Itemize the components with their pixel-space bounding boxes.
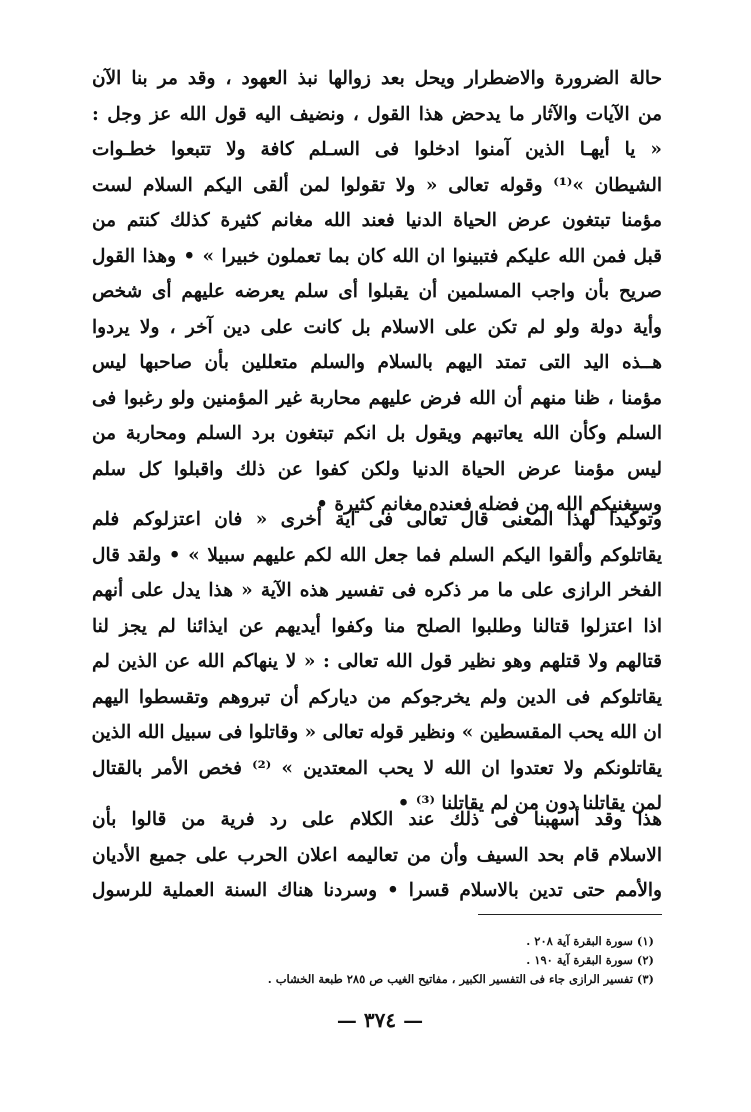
paragraph-line: يقاتلونكم ولا تعتدوا ان الله لا يحب المعتدين » ⁽²⁾ فخص الأمر بالقتال bbox=[92, 757, 662, 779]
paragraph-line: وتوكيدا لهذا المعنى قال تعالى فى آية أخرى « فان اعتزلوكم فلم bbox=[92, 509, 662, 530]
paragraph-line: حالة الضرورة والاضطرار ويحل بعد زوالها نبذ العهود ، وقد مر بنا الآن bbox=[92, 68, 662, 89]
paragraph-line: هذا وقد أسهبنا فى ذلك عند الكلام على رد فرية من قالوا بأن bbox=[92, 809, 662, 830]
footnote-1: (١) سورة البقرة آية ٢٠٨ . bbox=[526, 934, 654, 948]
paragraph-line: صريح بأن واجب المسلمين أن يقبلوا أى سلم يعرضه عليهم أى شخص bbox=[92, 281, 662, 302]
paragraph-line: والأمم حتى تدين بالاسلام قسرا • وسردنا هناك السنة العملية للرسول bbox=[92, 880, 662, 901]
paragraph-line: هــذه اليد التى تمتد اليهم بالسلام والسلم متعللين بأن صاحبها ليس bbox=[92, 352, 662, 373]
paragraph-line: مؤمنا تبتغون عرض الحياة الدنيا فعند الله مغانم كثيرة كذلك كنتم من bbox=[92, 210, 662, 231]
paragraph-line: « يا أيهـا الذين آمنوا ادخلوا فى السـلم كافة ولا تتبعوا خطـوات bbox=[92, 139, 662, 160]
paragraph-1 bbox=[92, 61, 662, 523]
paragraph-2 bbox=[92, 502, 662, 822]
paragraph-line: الفخر الرازى على ما مر ذكره فى تفسير هذه الآية « هذا يدل على أنهم bbox=[92, 580, 662, 601]
paragraph-line: وسيغنيكم الله من فضله فعنده مغانم كثيرة • bbox=[316, 494, 662, 515]
paragraph-line: قبل فمن الله عليكم فتبينوا ان الله كان بما تعملون خبيرا » • وهذا القول bbox=[92, 245, 662, 267]
paragraph-line: وأية دولة ولو لم تكن على الاسلام بل كانت على دين آخر ، ولا يردوا bbox=[92, 316, 662, 338]
footnotes bbox=[140, 932, 654, 989]
footnote-3: (٣) تفسير الرازى جاء فى التفسير الكبير ، مفاتيح الغيب ص ٢٨٥ طبعة الخشاب . bbox=[267, 972, 654, 986]
paragraph-line: السلم وكأن الله يعاتبهم ويقول بل انكم تبتغون برد السلم ومحاربة من bbox=[92, 423, 662, 444]
footnote-2: (٢) سورة البقرة آية ١٩٠ . bbox=[526, 953, 654, 967]
paragraph-line: يقاتلوكم فى الدين ولم يخرجوكم من دياركم أن تبروهم وتقسطوا اليهم bbox=[92, 686, 662, 708]
paragraph-3 bbox=[92, 802, 662, 909]
footnote-separator bbox=[478, 914, 662, 915]
paragraph-line: الشيطان »⁽¹⁾ وقوله تعالى « ولا تقولوا لمن ألقى اليكم السلام لست bbox=[92, 174, 662, 196]
paragraph-line: مؤمنا ، ظنا منهم أن الله فرض عليهم محاربة غير المؤمنين ولو رغبوا فى bbox=[92, 387, 662, 409]
paragraph-line: ليس مؤمنا عرض الحياة الدنيا ولكن كفوا عن ذلك واقبلوا كل سلم bbox=[92, 458, 662, 480]
paragraph-line: الاسلام قام بحد السيف وأن من تعاليمه اعلان الحرب على جميع الأديان bbox=[92, 844, 662, 866]
paragraph-line: ان الله يحب المقسطين » ونظير قوله تعالى « وقاتلوا فى سبيل الله الذين bbox=[92, 722, 662, 743]
paragraph-line: لمن يقاتلنا دون من لم يقاتلنا ⁽³⁾ • bbox=[397, 793, 662, 814]
paragraph-line: يقاتلوكم وألقوا اليكم السلم فما جعل الله لكم عليهم سبيلا » • ولقد قال bbox=[92, 544, 662, 566]
page-number: — ٣٧٤ — bbox=[336, 1008, 424, 1032]
paragraph-line: قتالهم ولا قتلهم وهو نظير قول الله تعالى : « لا ينهاكم الله عن الذين لم bbox=[92, 651, 662, 672]
paragraph-line: اذا اعتزلوا قتالنا وطلبوا الصلح منا وكفوا أيديهم عن ايذائنا لم يجز لنا bbox=[92, 615, 662, 637]
paragraph-line: من الآيات والآثار ما يدحض هذا القول ، ونضيف اليه قول الله عز وجل : bbox=[92, 103, 662, 125]
